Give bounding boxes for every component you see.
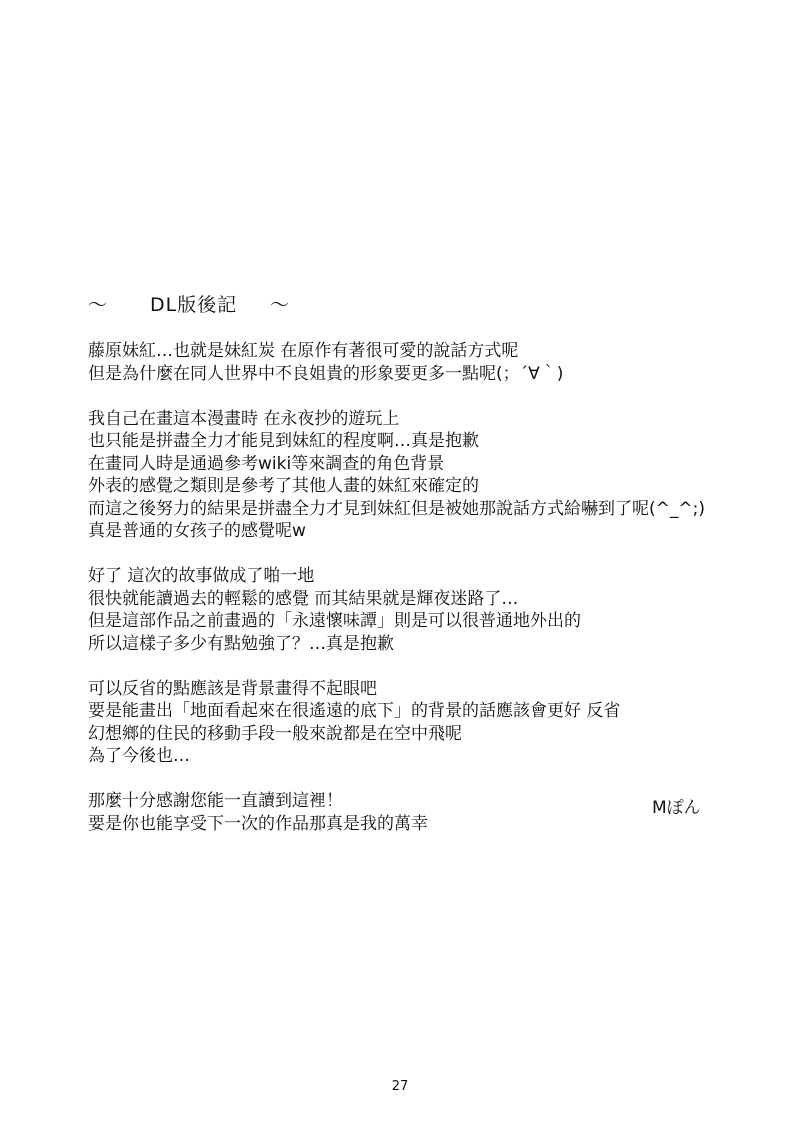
text-line: 所以這樣子多少有點勉強了？…真是抱歉 bbox=[88, 633, 394, 654]
paragraph-4 bbox=[88, 678, 778, 768]
text-line: 而這之後努力的結果是拼盡全力才見到妹紅但是被她那說話方式給嚇到了呢(^_^;) bbox=[88, 498, 705, 519]
text-line: 幻想鄉的住民的移動手段一般來說都是在空中飛呢 bbox=[88, 723, 462, 744]
text-line: 那麼十分感謝您能一直讀到這裡！ bbox=[88, 791, 343, 811]
text-line: 要是你也能享受下一次的作品那真是我的萬幸 bbox=[88, 813, 428, 834]
text-line: 好了 這次的故事做成了啪一地 bbox=[88, 566, 315, 586]
text-line: 真是普通的女孩子的感覺呢w bbox=[88, 521, 306, 541]
text-line: 但是為什麼在同人世界中不良姐貴的形象要更多一點呢(；´∀｀) bbox=[88, 363, 564, 384]
paragraph-3 bbox=[88, 565, 778, 655]
text-line: 但是這部作品之前畫過的「永遠懷味譚」則是可以很普通地外出的 bbox=[88, 611, 581, 631]
afterword-body bbox=[88, 340, 778, 858]
text-line: 在畫同人時是通過參考wiki等來調查的角色背景 bbox=[88, 453, 445, 474]
text-line: 可以反省的點應該是背景畫得不起眼吧 bbox=[88, 678, 377, 699]
text-line: 我自己在畫這本漫畫時 在永夜抄的遊玩上 bbox=[88, 408, 400, 429]
text-line: 外表的感覺之類則是參考了其他人畫的妹紅來確定的 bbox=[88, 476, 479, 496]
heading-title: DL版後記 bbox=[150, 294, 238, 316]
heading-tilde-left: ～ bbox=[88, 294, 108, 316]
paragraph-2 bbox=[88, 408, 778, 543]
heading-tilde-right: ～ bbox=[270, 294, 290, 316]
page-number: 27 bbox=[391, 1079, 409, 1094]
text-line: 為了今後也… bbox=[88, 746, 190, 766]
text-line: 很快就能讀過去的輕鬆的感覺 而其結果就是輝夜迷路了… bbox=[88, 588, 519, 609]
text-line: 要是能畫出「地面看起來在很遙遠的底下」的背景的話應該會更好 反省 bbox=[88, 701, 621, 721]
author-signature: Mぽん bbox=[652, 798, 701, 818]
text-line: 也只能是拼盡全力才能見到妹紅的程度啊…真是抱歉 bbox=[88, 431, 479, 451]
paragraph-1 bbox=[88, 340, 778, 385]
text-line: 藤原妹紅…也就是妹紅炭 在原作有著很可愛的說話方式呢 bbox=[88, 341, 519, 361]
